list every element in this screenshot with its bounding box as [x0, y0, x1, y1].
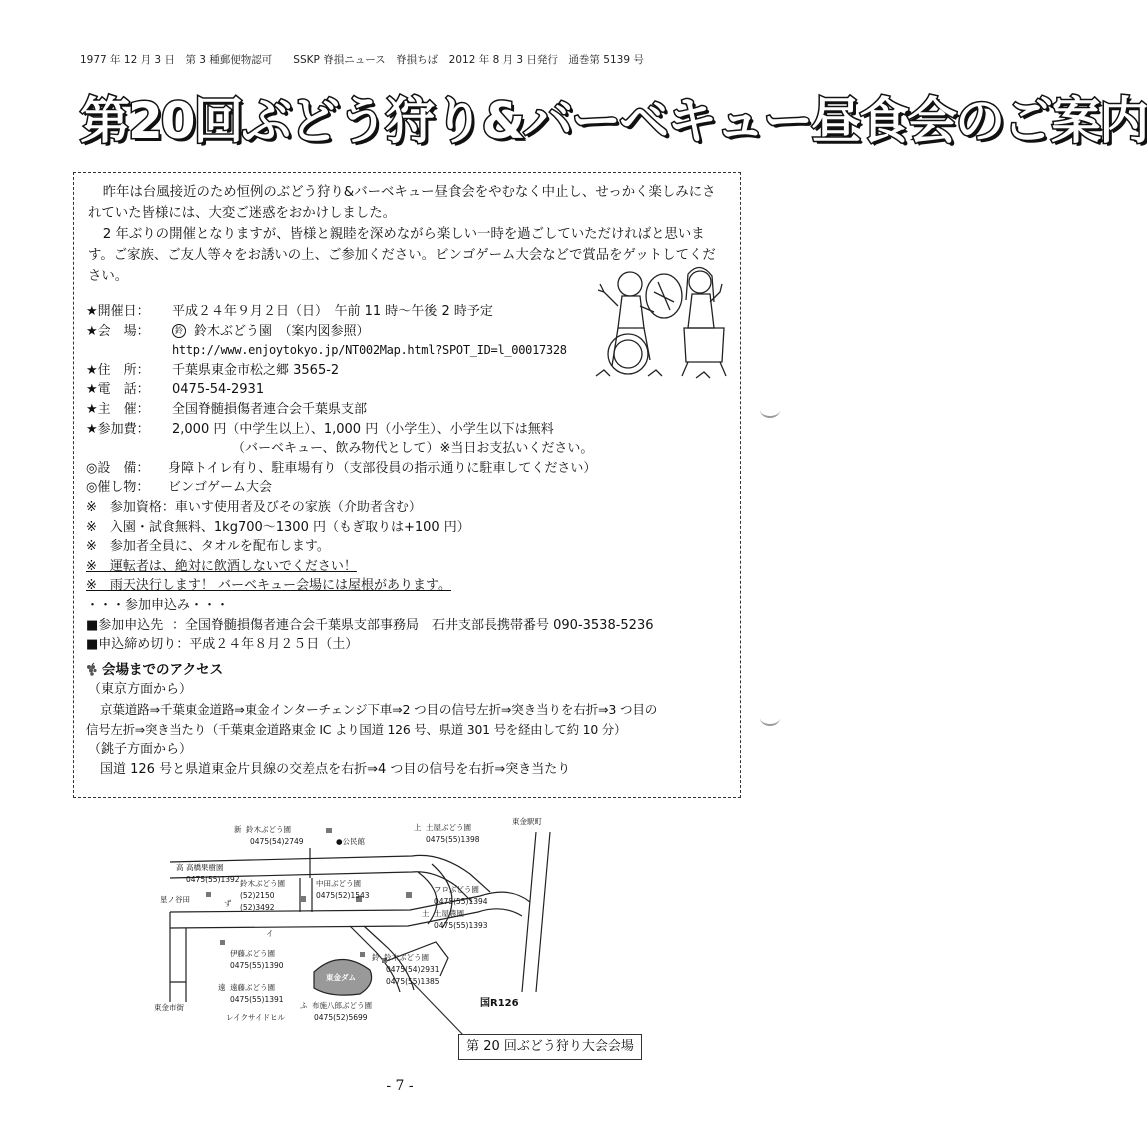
svg-text:0475(55)1398	[426, 835, 480, 844]
map-label-ue-mark: 上	[414, 823, 422, 832]
svg-text:土屋農園	[434, 908, 464, 918]
map-caption: 第 20 回ぶどう狩り大会会場	[458, 1034, 642, 1060]
svg-text:布施八郎ぶどう園	[312, 1000, 372, 1010]
svg-text:遠	[218, 982, 226, 992]
svg-text:伊藤ぶどう園	[230, 948, 275, 958]
map-label-dam: 東金ダム	[326, 973, 356, 982]
address-label: ★住 所：	[86, 362, 150, 378]
svg-text:中田ぶどう園	[316, 878, 361, 888]
map-label-shin-name: 鈴木ぶどう園	[246, 825, 291, 834]
venue-row	[86, 322, 736, 342]
svg-text:(52)2150	[240, 891, 275, 900]
deadline-row	[86, 635, 736, 655]
access-section	[86, 660, 736, 780]
svg-text:鈴木ぶどう園	[246, 824, 291, 834]
svg-text:国R126	[480, 996, 519, 1009]
event-label: ◎催し物：	[86, 480, 150, 496]
svg-text:0475(54)2749	[250, 837, 304, 846]
map-label-lakeside: レイクサイドヒル	[226, 1013, 285, 1022]
apply-row	[86, 616, 736, 636]
note-no-drinking: ※ 運転者は、絶対に飲酒しないでください！	[86, 558, 357, 574]
svg-text:レイクサイドヒル	[226, 1013, 285, 1022]
event-details	[86, 302, 736, 655]
venue-value: 鈴木ぶどう園 （案内図参照）	[194, 323, 370, 339]
map-label-ue-tel: 0475(55)1398	[426, 835, 480, 844]
facility-row	[86, 459, 736, 479]
svg-text:新	[234, 824, 242, 834]
tokyo-route-2: 信号左折⇒突き当たり（千葉東金道路東金 IC より国道 126 号、県道 301 号を経由して約 10 分）	[86, 722, 627, 737]
venue-map	[150, 812, 650, 1072]
venue-url[interactable]: http://www.enjoytokyo.jp/NT002Map.html?SPOT_ID=l_00017328	[172, 343, 567, 358]
intro-paragraph-2: 2 年ぶりの開催となりますが、皆様と親睦を深めながら楽しい一時を過ごしていただければと思います。ご家族、ご友人等々をお誘いの上、ご参加ください。ビンゴゲーム大会などで賞品をゲットしてください。	[88, 227, 716, 284]
binder-hole-mark-bottom	[760, 710, 780, 726]
map-label-station: 東金駅町	[512, 817, 542, 826]
map-label-suzu-name: 鈴木ぶどう園	[240, 879, 285, 888]
choshi-route: 国道 126 号と県道東金片貝線の交差点を右折⇒4 つ目の信号を右折⇒突き当たり	[100, 762, 571, 777]
svg-text:土屋ぶどう園	[426, 822, 471, 832]
fee-row	[86, 420, 736, 440]
svg-text:イ	[266, 929, 274, 938]
svg-text:0475(52)1543	[316, 891, 370, 900]
tokyo-route-1: 京葉道路⇒千葉東金道路⇒東金インターチェンジ下車⇒2 つ目の信号左折⇒突き当りを右折⇒3 つ目の	[100, 702, 658, 717]
deadline-value: 平成２４年８月２５日（土）	[189, 637, 359, 653]
binder-hole-mark-top	[760, 402, 780, 418]
from-tokyo: （東京方面から）	[88, 682, 193, 697]
fee-value: 2,000 円（中学生以上）、1,000 円（小学生）、小学生以下は無料	[172, 421, 554, 437]
apply-value: ：全国脊髄損傷者連合会千葉県支部事務局 石井支部長携帯番号 090-3538-5236	[172, 617, 654, 633]
map-label-suzuki-mark: 鈴	[372, 953, 380, 962]
fee-note: （バーベキュー、飲み物代として）※当日お支払いください。	[232, 441, 594, 457]
map-label-shin-tel: 0475(54)2749	[250, 837, 304, 846]
date-row	[86, 302, 736, 322]
map-label-suzuki-tel2: 0475(55)1385	[386, 977, 440, 986]
svg-text:高橋果樹園	[186, 862, 224, 872]
svg-text:0475(52)5699	[314, 1013, 368, 1022]
grape-icon	[86, 663, 98, 677]
map-label-i-mark: イ	[266, 929, 274, 938]
svg-text:0475(54)2931	[386, 965, 440, 974]
map-label-shin-mark: 新	[234, 825, 242, 834]
map-label-fuku-tel: 0475(55)1394	[434, 897, 488, 906]
svg-text:ず	[224, 898, 232, 908]
svg-text:0475(55)1391	[230, 995, 284, 1004]
svg-text:鈴	[372, 952, 380, 962]
host-row	[86, 400, 736, 420]
svg-text:●公民館	[336, 836, 366, 846]
phone-row	[86, 380, 736, 400]
svg-text:0475(55)1392	[186, 875, 240, 884]
date-label: ★開催日：	[86, 304, 150, 319]
map-label-taka-mark: 高	[176, 863, 184, 872]
address-value: 千葉県東金市松之郷 3565-2	[172, 362, 340, 378]
note-eligibility: ※ 参加資格：車いす使用者及びその家族（介助者含む）	[86, 499, 422, 515]
map-label-suzu-tel1: (52)2150	[240, 891, 275, 900]
fee-label: ★参加費：	[86, 421, 150, 437]
svg-text:遠藤ぶどう園	[230, 982, 275, 992]
map-label-ito-tel: 0475(55)1390	[230, 961, 284, 970]
svg-text:鈴木ぶどう園	[240, 878, 285, 888]
map-label-suzuki-tel1: 0475(54)2931	[386, 965, 440, 974]
host-label: ★主 催：	[86, 401, 150, 417]
svg-text:東金市街	[154, 1002, 184, 1012]
map-label-taka-tel: 0475(55)1392	[186, 875, 240, 884]
map-label-fu-mark: ふ	[300, 1001, 308, 1010]
map-label-tsuchi-name: 土屋農園	[434, 909, 464, 918]
phone-value: 0475-54-2931	[172, 382, 265, 398]
svg-text:ふ	[300, 1001, 308, 1010]
note-towel: ※ 参加者全員に、タオルを配布します。	[86, 539, 330, 555]
access-title: 会場までのアクセス	[102, 662, 224, 678]
apply-heading: ・・・参加申込み・・・	[86, 597, 230, 613]
access-title-row	[86, 660, 736, 680]
map-label-ito-name: 伊藤ぶどう園	[230, 949, 275, 958]
map-label-suzu-mark: ず	[224, 899, 232, 908]
map-label-route: 国R126	[480, 998, 519, 1009]
svg-text:東金駅町	[512, 816, 542, 826]
svg-text:0475(55)1385	[386, 977, 440, 986]
event-row	[86, 478, 736, 498]
venue-logo-icon: 鈴	[172, 324, 186, 338]
facility-value: 身障トイレ有り、駐車場有り（支部役員の指示通りに駐車してください）	[168, 460, 597, 476]
map-label-fuku-name: フロぶどう園	[434, 885, 479, 894]
address-row	[86, 361, 736, 381]
map-label-city: 東金市街	[154, 1003, 184, 1012]
event-value: ビンゴゲーム大会	[168, 480, 273, 496]
svg-text:0475(55)1390	[230, 961, 284, 970]
svg-text:フロぶどう園	[434, 885, 479, 894]
svg-text:土	[422, 908, 430, 918]
map-label-endo-mark: 遠	[218, 983, 226, 992]
page-number: - 7 -	[386, 1078, 414, 1094]
apply-label: ■参加申込先	[86, 617, 164, 633]
map-label-naka-tel: 0475(52)1543	[316, 891, 370, 900]
map-label-fu-tel: 0475(52)5699	[314, 1013, 368, 1022]
map-label-suzu-tel2: (52)3492	[240, 903, 275, 912]
svg-text:上	[414, 822, 422, 832]
map-label-koen: ●公民館	[336, 837, 366, 846]
svg-text:東金ダム	[326, 972, 356, 982]
svg-text:0475(55)1394	[434, 897, 488, 906]
venue-label: ★会 場：	[86, 323, 150, 339]
phone-label: ★電 話：	[86, 382, 150, 398]
map-label-endo-name: 遠藤ぶどう園	[230, 983, 275, 992]
host-value: 全国脊髄損傷者連合会千葉県支部	[172, 401, 368, 417]
map-label-taka-name: 高橋果樹園	[186, 863, 224, 872]
facility-label: ◎設 備：	[86, 460, 150, 476]
intro-paragraph-1: 昨年は台風接近のため恒例のぶどう狩り&バーベキュー昼食会をやむなく中止し、せっかく楽しみにされていた皆様には、大変ご迷惑をおかけしました。	[88, 185, 716, 221]
map-label-tsuchi-mark: 土	[422, 909, 430, 918]
svg-text:高	[176, 862, 184, 872]
deadline-label: ■申込締め切り：	[86, 637, 190, 653]
map-label-endo-tel: 0475(55)1391	[230, 995, 284, 1004]
map-label-naka-name: 中田ぶどう園	[316, 879, 361, 888]
svg-text:0475(55)1393	[434, 921, 488, 930]
from-choshi: （銚子方面から）	[88, 742, 193, 757]
map-label-ue-name: 土屋ぶどう園	[426, 823, 471, 832]
page-title: 第20回ぶどう狩り&バーベキュー昼食会のご案内	[80, 92, 1147, 150]
svg-text:星ノ谷田	[160, 894, 190, 904]
newsletter-header: 1977 年 12 月 3 日 第 3 種郵便物認可 SSKP 脊損ニュース 脊損ちば 2012 年 8 月 3 日発行 通巻第 5139 号	[80, 54, 644, 66]
svg-text:(52)3492	[240, 903, 275, 912]
map-label-zone: 星ノ谷田	[160, 895, 190, 904]
note-admission: ※ 入園・試食無料、1kg700～1300 円（もぎ取りは+100 円）	[86, 519, 470, 535]
svg-text:鈴木ぶどう園	[384, 952, 429, 962]
note-rain: ※ 雨天決行します！ バーベキュー会場には屋根があります。	[86, 578, 451, 594]
map-label-fu-name: 布施八郎ぶどう園	[312, 1001, 372, 1010]
date-value: 平成２４年９月２日（日） 午前 11 時～午後 2 時予定	[172, 304, 493, 319]
map-label-tsuchi-tel: 0475(55)1393	[434, 921, 488, 930]
map-label-suzuki-name: 鈴木ぶどう園	[384, 953, 429, 962]
